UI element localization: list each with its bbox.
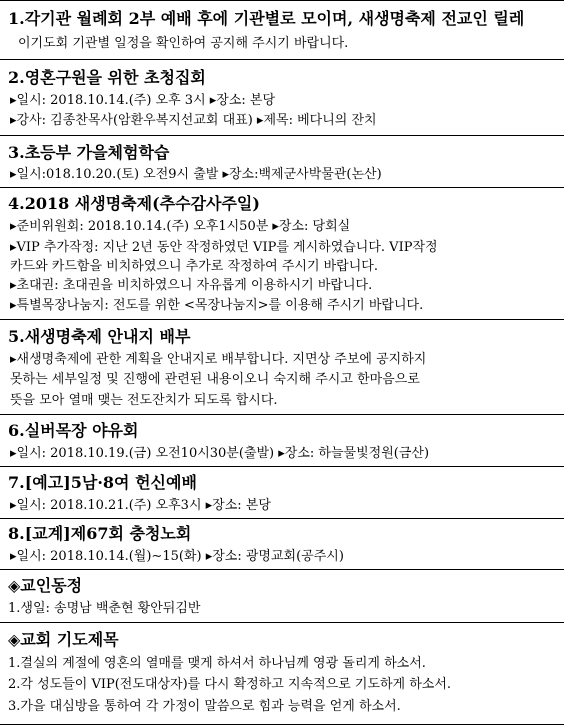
section-7-line-1: ▸일시: 2018.10.21.(주) 오후3시 ▸장소: 본당 — [10, 498, 271, 513]
prayer-topic-2: 2.각 성도들이 VIP(전도대상자)를 다시 확정하고 지속적으로 기도하게 하소서. — [8, 677, 452, 692]
section-divider — [0, 569, 564, 570]
section-4-heading: 4.2018 새생명축제(추수감사주일) — [8, 194, 260, 213]
section-3-line-1: ▸일시:018.10.20.(토) 오전9시 출발 ▸장소:백제군사박물관(논산) — [10, 167, 382, 182]
section-divider — [0, 59, 564, 60]
section-7-heading: 7.[예고]5남·8여 헌신예배 — [8, 473, 197, 492]
section-divider — [0, 414, 564, 415]
section-1-line-1: 이기도회 기관별 일정을 확인하여 공지해 주시기 바랍니다. — [18, 36, 349, 51]
members-news-heading: ◈교인동정 — [8, 576, 83, 595]
section-4-line-4: ▸초대권: 초대권을 비치하였으니 자유롭게 이용하시기 바랍니다. — [10, 278, 373, 293]
section-4-line-5: ▸특별목장나눔지: 전도를 위한 <목장나눔지>를 이용해 주시기 바랍니다. — [10, 298, 424, 313]
section-2-line-1: ▸일시: 2018.10.14.(주) 오후 3시 ▸장소: 본당 — [10, 93, 276, 108]
section-5-line-2: 못하는 세부일정 및 진행에 관련된 내용이오니 숙지해 주시고 한마음으로 — [10, 372, 420, 387]
prayer-topic-1: 1.결실의 계절에 영혼의 열매를 맺게 하셔서 하나님께 영광 돌리게 하소서. — [8, 656, 426, 671]
members-news-line-1: 1.생일: 송명남 백춘현 황안뒤김반 — [8, 601, 201, 616]
section-4-line-2: ▸VIP 추가작정: 지난 2년 동안 작정하였던 VIP를 게시하였습니다. VIP작정 — [10, 240, 438, 255]
section-divider — [0, 518, 564, 519]
section-8-line-1: ▸일시: 2018.10.14.(월)∼15(화) ▸장소: 광명교회(공주시) — [10, 549, 344, 564]
section-divider — [0, 622, 564, 623]
prayer-topic-3: 3.가을 대심방을 통하여 각 가정이 말씀으로 힘과 능력을 얻게 하소서. — [8, 699, 401, 714]
section-2-line-2: ▸강사: 김종찬목사(암환우복지선교회 대표) ▸제목: 베다니의 잔치 — [10, 113, 377, 128]
section-6-heading: 6.실버목장 야유회 — [8, 421, 139, 440]
section-divider — [0, 135, 564, 136]
section-6-line-1: ▸일시: 2018.10.19.(금) 오전10시30분(출발) ▸장소: 하늘물빛정원(금산) — [10, 446, 430, 461]
prayer-topics-heading: ◈교회 기도제목 — [8, 630, 119, 649]
bottom-rule — [0, 724, 564, 725]
section-divider — [0, 466, 564, 467]
section-5-heading: 5.새생명축제 안내지 배부 — [8, 327, 191, 346]
section-divider — [0, 187, 564, 188]
section-4-line-1: ▸준비위원회: 2018.10.14.(주) 오후1시50분 ▸장소: 당회실 — [10, 219, 351, 234]
section-4-line-3: 카드와 카드함을 비치하였으니 추가로 작정하여 주시기 바랍니다. — [10, 259, 378, 274]
section-5-line-3: 뜻을 모아 열매 맺는 전도잔치가 되도록 합시다. — [10, 393, 278, 408]
section-5-line-1: ▸새생명축제에 관한 계획을 안내지로 배부합니다. 지면상 주보에 공지하지 — [10, 352, 427, 367]
section-8-heading: 8.[교계]제67회 충청노회 — [8, 524, 192, 543]
section-2-heading: 2.영혼구원을 위한 초청집회 — [8, 68, 206, 87]
section-1-heading: 1.각기관 월례회 2부 예배 후에 기관별로 모이며, 새생명축제 전교인 릴레 — [8, 9, 525, 28]
section-3-heading: 3.초등부 가을체험학습 — [8, 143, 170, 162]
section-divider — [0, 319, 564, 320]
top-rule — [0, 0, 564, 1]
